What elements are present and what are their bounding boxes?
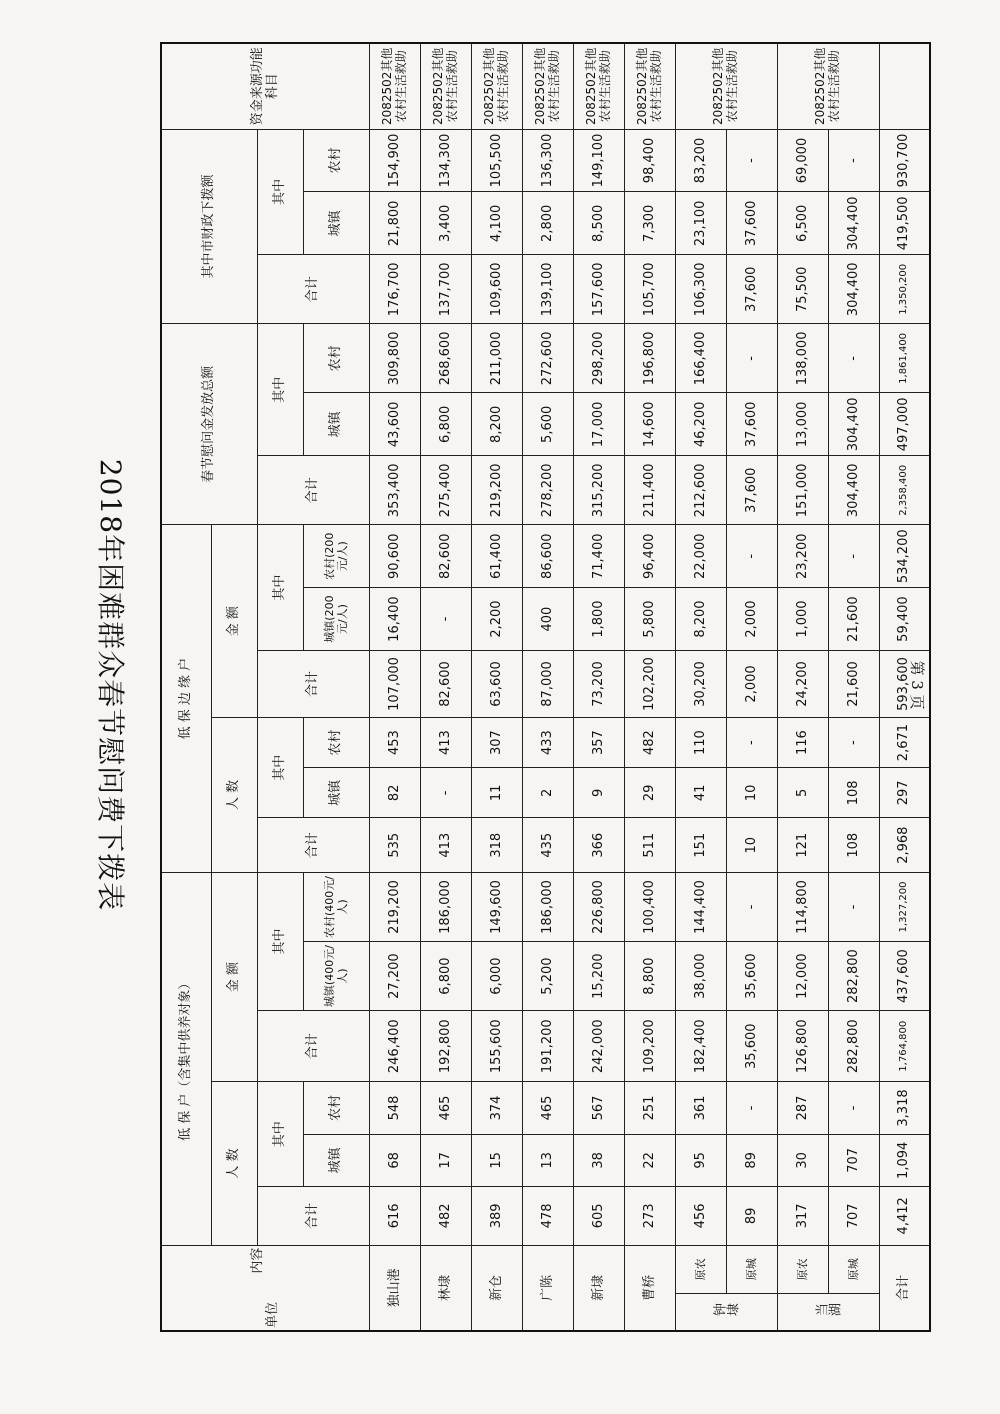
header-cf-rural: 农村 [303,129,369,192]
cell-bya-town: 21,600 [828,588,879,651]
cell-by-t: 511 [624,818,675,872]
cell-by-t: 435 [522,818,573,872]
header-chunjie-total: 春节慰问金发放总额 [161,324,257,525]
cell-dba-rural: 186,000 [522,872,573,941]
table-row [369,43,420,1331]
total-by-town: 297 [879,768,930,818]
cell-bya-town: 2,000 [726,588,777,651]
cell-cf-rural: - [726,129,777,192]
cell-cj-t: 212,600 [675,456,726,525]
cell-db-town: 95 [675,1134,726,1186]
header-unit: 单位 [265,1301,281,1328]
cell-bya-town: 8,200 [675,588,726,651]
cell-by-town: 5 [777,768,828,818]
cell-db-rural: 251 [624,1082,675,1134]
cell-db-town: 30 [777,1134,828,1186]
header-cf-ofwhich: 其中 [257,129,303,255]
cell-by-town: 2 [522,768,573,818]
cell-cj-rural: - [726,324,777,393]
cell-bya-t: 102,200 [624,650,675,717]
header-by-town-amt: 城镇(200元/人) [303,588,369,651]
cell-cj-t: 315,200 [573,456,624,525]
cell-db-town: 68 [369,1134,420,1186]
cell-cf-rural: 134,300 [420,129,471,192]
cell-cf-t: 176,700 [369,255,420,324]
total-by-t: 2,968 [879,818,930,872]
cell-cf-rural: 69,000 [777,129,828,192]
cell-by-t: 366 [573,818,624,872]
cell-cf-rural: 149,100 [573,129,624,192]
cell-dba-town: 5,200 [522,942,573,1011]
cell-dba-rural: 144,400 [675,872,726,941]
cell-bya-t: 82,600 [420,650,471,717]
cell-db-t: 89 [726,1187,777,1246]
cell-cf-town: 6,500 [777,192,828,255]
total-cj-t: 2,358,400 [879,456,930,525]
header-by-town: 城镇 [303,768,369,818]
cell-db-town: 89 [726,1134,777,1186]
cell-dba-town: 35,600 [726,942,777,1011]
cell-by-rural: - [828,717,879,767]
cell-db-t: 456 [675,1187,726,1246]
cell-bya-t: 73,200 [573,650,624,717]
cell-db-t: 707 [828,1187,879,1246]
cell-db-rural: 567 [573,1082,624,1134]
cell-bya-t: 21,600 [828,650,879,717]
cell-cf-town: 23,100 [675,192,726,255]
unit-cell: 广陈 [522,1245,573,1331]
total-db-town: 1,094 [879,1134,930,1186]
cell-db-rural: 287 [777,1082,828,1134]
cell-dba-town: 15,200 [573,942,624,1011]
cell-bya-town: - [420,588,471,651]
cell-cj-rural: - [828,324,879,393]
cell-db-t: 605 [573,1187,624,1246]
cell-bya-t: 30,200 [675,650,726,717]
cell-db-t: 616 [369,1187,420,1246]
cell-dba-t: 109,200 [624,1011,675,1082]
table-row [828,43,879,1331]
cell-cf-t: 157,600 [573,255,624,324]
total-bya-t: 593,600 [879,650,930,717]
cell-bya-rural: 23,200 [777,525,828,588]
table-row [420,43,471,1331]
total-cj-town: 497,000 [879,393,930,456]
cell-db-town: 17 [420,1134,471,1186]
header-cj-town: 城镇 [303,393,369,456]
cell-dba-rural: 149,600 [471,872,522,941]
cell-by-rural: 116 [777,717,828,767]
total-cf-rural: 930,700 [879,129,930,192]
total-dba-town: 437,600 [879,942,930,1011]
cell-cf-t: 109,600 [471,255,522,324]
table-row [777,43,828,1331]
cell-cf-town: 8,500 [573,192,624,255]
cell-dba-t: 182,400 [675,1011,726,1082]
cell-db-t: 389 [471,1187,522,1246]
cell-bya-t: 2,000 [726,650,777,717]
total-cf-t: 1,350,200 [879,255,930,324]
table-row [522,43,573,1331]
cell-bya-town: 1,800 [573,588,624,651]
cell-cj-rural: 298,200 [573,324,624,393]
cell-db-town: 38 [573,1134,624,1186]
cell-dba-rural: - [828,872,879,941]
cell-cj-t: 353,400 [369,456,420,525]
table-wrapper [160,42,912,1332]
cell-bya-rural: 82,600 [420,525,471,588]
cell-cf-rural: 136,300 [522,129,573,192]
cell-dba-town: 282,800 [828,942,879,1011]
cell-by-rural: 307 [471,717,522,767]
cell-cf-rural: 83,200 [675,129,726,192]
cell-cf-t: 75,500 [777,255,828,324]
cell-cf-rural: - [828,129,879,192]
cell-dba-t: 155,600 [471,1011,522,1082]
table-row [624,43,675,1331]
header-dibao-town-amt: 城镇(400元/人) [303,942,369,1011]
header-cf-total: 合计 [257,255,369,324]
cell-by-town: 9 [573,768,624,818]
unit-cell: 独山港 [369,1245,420,1331]
cell-cf-town: 21,800 [369,192,420,255]
total-dba-t: 1,764,800 [879,1011,930,1082]
cell-cf-rural: 154,900 [369,129,420,192]
unit-cell: 新埭 [573,1245,624,1331]
cell-dba-rural: 226,800 [573,872,624,941]
cell-cj-t: 278,200 [522,456,573,525]
cell-by-rural: 433 [522,717,573,767]
cell-by-rural: - [726,717,777,767]
cell-cj-rural: 272,600 [522,324,573,393]
header-fund-source: 资金来源功能科目 [161,43,369,129]
cell-cf-t: 106,300 [675,255,726,324]
cell-cj-town: 6,800 [420,393,471,456]
cell-cj-rural: 138,000 [777,324,828,393]
cell-cf-town: 304,400 [828,192,879,255]
page-number: 第 3 页 [908,660,926,710]
cell-bya-rural: - [828,525,879,588]
cell-dba-town: 12,000 [777,942,828,1011]
unit-group-cell: 当湖 [777,1293,879,1331]
cell-dba-town: 38,000 [675,942,726,1011]
unit-cell: 新仓 [471,1245,522,1331]
cell-cj-t: 219,200 [471,456,522,525]
table-body [369,43,930,1331]
sub-unit-cell: 原城 [828,1245,879,1293]
header-by-amount-ofwhich: 其中 [257,525,303,651]
cell-dba-t: 246,400 [369,1011,420,1082]
cell-db-rural: - [828,1082,879,1134]
header-dibao-amount: 金 额 [211,872,257,1081]
fund-cell: 2082502其他农村生活救助 [573,43,624,129]
cell-bya-rural: 96,400 [624,525,675,588]
cell-db-rural: - [726,1082,777,1134]
header-cj-total: 合计 [257,456,369,525]
sub-unit-cell: 原城 [726,1245,777,1293]
unit-cell: 林埭 [420,1245,471,1331]
cell-db-town: 13 [522,1134,573,1186]
cell-dba-rural: - [726,872,777,941]
cell-cj-t: 304,400 [828,456,879,525]
fund-cell: 2082502其他农村生活救助 [420,43,471,129]
header-bianyuan: 低 保 边 缘 户 [161,525,211,873]
header-dibao-amount-total: 合计 [257,1011,369,1082]
cell-by-town: 41 [675,768,726,818]
total-bya-rural: 534,200 [879,525,930,588]
cell-db-rural: 374 [471,1082,522,1134]
unit-group-cell: 钟埭 [675,1293,777,1331]
cell-dba-t: 282,800 [828,1011,879,1082]
cell-dba-rural: 114,800 [777,872,828,941]
cell-cj-t: 151,000 [777,456,828,525]
fund-cell: 2082502其他农村生活救助 [675,43,777,129]
header-dibao-people-ofwhich: 其中 [257,1082,303,1187]
header-dibao: 低 保 户（含集中供养对象） [161,872,211,1245]
header-dibao-people-total: 合计 [257,1187,369,1246]
cell-dba-town: 27,200 [369,942,420,1011]
cell-cj-town: 13,000 [777,393,828,456]
cell-bya-town: 16,400 [369,588,420,651]
cell-bya-rural: 22,000 [675,525,726,588]
total-fund-empty [879,43,930,129]
cell-bya-rural: 61,400 [471,525,522,588]
cell-cj-rural: 309,800 [369,324,420,393]
cell-by-rural: 357 [573,717,624,767]
cell-dba-rural: 219,200 [369,872,420,941]
total-db-t: 4,412 [879,1187,930,1246]
cell-dba-town: 6,000 [471,942,522,1011]
cell-by-rural: 482 [624,717,675,767]
cell-dba-rural: 186,000 [420,872,471,941]
cell-by-t: 318 [471,818,522,872]
unit-cell: 曹桥 [624,1245,675,1331]
header-by-amount: 金 额 [211,525,257,718]
cell-db-town: 22 [624,1134,675,1186]
cell-db-town: 15 [471,1134,522,1186]
cell-bya-t: 24,200 [777,650,828,717]
fund-cell: 2082502其他农村生活救助 [522,43,573,129]
cell-bya-t: 107,000 [369,650,420,717]
header-content-unit [161,1245,369,1331]
fund-cell: 2082502其他农村生活救助 [777,43,879,129]
cell-dba-t: 191,200 [522,1011,573,1082]
total-cf-town: 419,500 [879,192,930,255]
cell-by-town: 10 [726,768,777,818]
cell-cf-town: 4,100 [471,192,522,255]
total-db-rural: 3,318 [879,1082,930,1134]
cell-cf-t: 137,700 [420,255,471,324]
cell-by-town: 29 [624,768,675,818]
cell-cj-town: 43,600 [369,393,420,456]
cell-cf-town: 37,600 [726,192,777,255]
cell-cf-town: 3,400 [420,192,471,255]
cell-db-rural: 361 [675,1082,726,1134]
rotated-page [60,20,940,1350]
sub-unit-cell: 原农 [777,1245,828,1293]
header-dibao-people: 人 数 [211,1082,257,1245]
cell-cj-town: 5,600 [522,393,573,456]
cell-bya-t: 87,000 [522,650,573,717]
cell-cj-t: 211,400 [624,456,675,525]
cell-cj-t: 37,600 [726,456,777,525]
cell-cf-t: 37,600 [726,255,777,324]
cell-dba-town: 6,800 [420,942,471,1011]
cell-bya-town: 5,800 [624,588,675,651]
header-dibao-rural-amt: 农村(400元/人) [303,872,369,941]
cell-cj-town: 304,400 [828,393,879,456]
cell-by-t: 413 [420,818,471,872]
total-by-rural: 2,671 [879,717,930,767]
total-cj-rural: 1,861,400 [879,324,930,393]
fund-cell: 2082502其他农村生活救助 [624,43,675,129]
header-by-people: 人 数 [211,717,257,872]
header-dibao-town: 城镇 [303,1134,369,1186]
cell-by-rural: 110 [675,717,726,767]
header-by-amount-total: 合计 [257,650,369,717]
cell-dba-town: 8,800 [624,942,675,1011]
cell-by-t: 121 [777,818,828,872]
cell-dba-t: 126,800 [777,1011,828,1082]
cell-db-t: 478 [522,1187,573,1246]
cell-by-t: 151 [675,818,726,872]
cell-cj-rural: 196,800 [624,324,675,393]
header-dibao-rural: 农村 [303,1082,369,1134]
cell-by-town: - [420,768,471,818]
total-bya-town: 59,400 [879,588,930,651]
header-content: 内容 [249,1247,265,1274]
cell-cj-town: 8,200 [471,393,522,456]
cell-cj-town: 46,200 [675,393,726,456]
total-dba-rural: 1,327,200 [879,872,930,941]
cell-cf-t: 139,100 [522,255,573,324]
header-dibao-amount-ofwhich: 其中 [257,872,303,1010]
cell-db-rural: 465 [420,1082,471,1134]
cell-bya-rural: 90,600 [369,525,420,588]
cell-cf-town: 7,300 [624,192,675,255]
cell-cf-t: 105,700 [624,255,675,324]
cell-bya-town: 2,200 [471,588,522,651]
cell-bya-town: 400 [522,588,573,651]
header-by-rural: 农村 [303,717,369,767]
header-by-people-ofwhich: 其中 [257,717,303,818]
cell-cj-rural: 211,000 [471,324,522,393]
cell-db-t: 273 [624,1187,675,1246]
cell-bya-t: 63,600 [471,650,522,717]
cell-dba-t: 242,000 [573,1011,624,1082]
sub-unit-cell: 原农 [675,1245,726,1293]
cell-db-rural: 548 [369,1082,420,1134]
cell-bya-rural: - [726,525,777,588]
header-cf-town: 城镇 [303,192,369,255]
cell-cf-t: 304,400 [828,255,879,324]
cell-by-t: 535 [369,818,420,872]
cell-bya-town: 1,000 [777,588,828,651]
cell-bya-rural: 86,600 [522,525,573,588]
table-row [573,43,624,1331]
cell-db-t: 482 [420,1187,471,1246]
table-row [675,43,726,1331]
cell-db-t: 317 [777,1187,828,1246]
cell-cj-town: 37,600 [726,393,777,456]
table-row [726,43,777,1331]
cell-cj-t: 275,400 [420,456,471,525]
fund-cell: 2082502其他农村生活救助 [471,43,522,129]
allocation-table [160,42,931,1332]
fund-cell: 2082502其他农村生活救助 [369,43,420,129]
cell-cf-town: 2,800 [522,192,573,255]
table-row [471,43,522,1331]
header-by-people-total: 合计 [257,818,369,872]
cell-by-town: 82 [369,768,420,818]
cell-by-town: 11 [471,768,522,818]
cell-by-rural: 413 [420,717,471,767]
cell-bya-rural: 71,400 [573,525,624,588]
total-label: 合计 [879,1245,930,1331]
cell-by-t: 10 [726,818,777,872]
cell-by-town: 108 [828,768,879,818]
cell-cj-town: 14,600 [624,393,675,456]
total-row [879,43,930,1331]
cell-dba-t: 192,800 [420,1011,471,1082]
page-title: 2018年困难群众春节慰问费下拨表 [94,458,127,912]
header-cj-ofwhich: 其中 [257,324,303,456]
cell-cf-rural: 98,400 [624,129,675,192]
header-city-fiscal: 其中市财政下拨额 [161,129,257,324]
cell-cj-rural: 268,600 [420,324,471,393]
cell-by-rural: 453 [369,717,420,767]
cell-cf-rural: 105,500 [471,129,522,192]
cell-cj-rural: 166,400 [675,324,726,393]
header-by-rural-amt: 农村(200元/人) [303,525,369,588]
cell-by-t: 108 [828,818,879,872]
cell-db-town: 707 [828,1134,879,1186]
cell-dba-t: 35,600 [726,1011,777,1082]
header-cj-rural: 农村 [303,324,369,393]
cell-dba-rural: 100,400 [624,872,675,941]
cell-cj-town: 17,000 [573,393,624,456]
cell-db-rural: 465 [522,1082,573,1134]
